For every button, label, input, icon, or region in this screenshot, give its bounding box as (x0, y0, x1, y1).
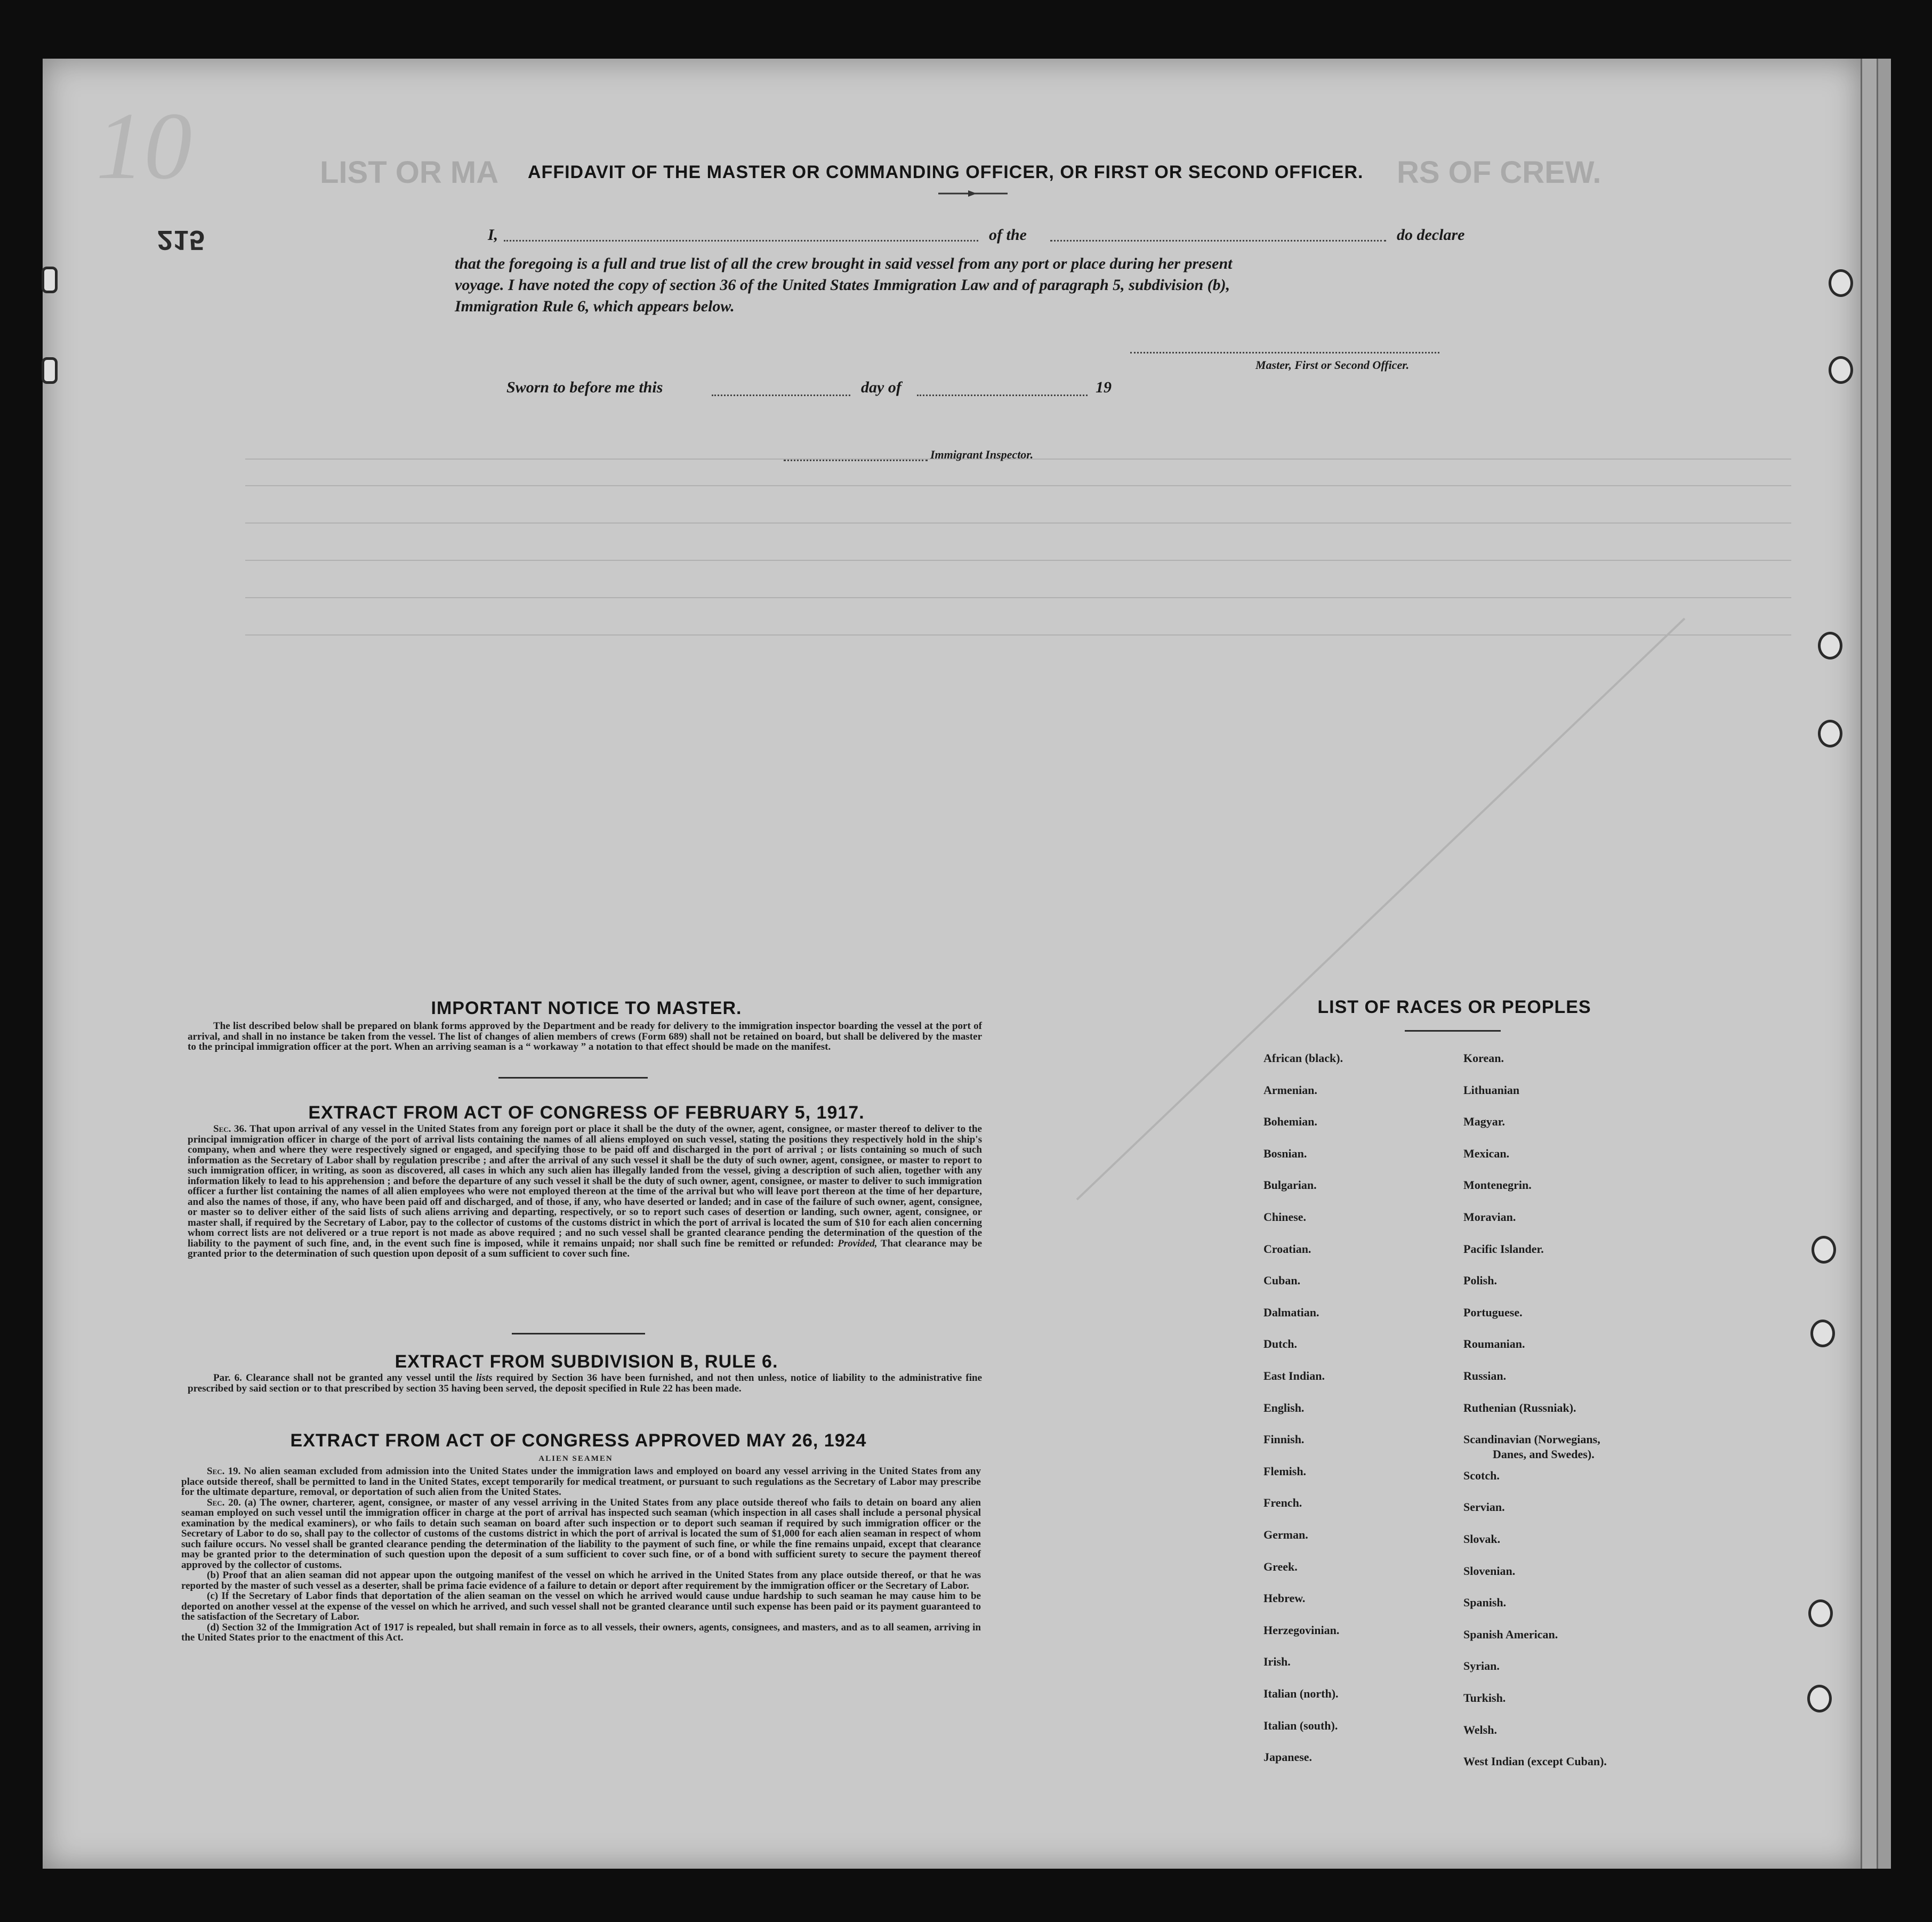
race-item: Magyar. (1463, 1115, 1506, 1129)
race-item: English. (1263, 1401, 1305, 1414)
extract-1924-subtitle: ALIEN SEAMEN (538, 1454, 613, 1463)
affidavit-line-3: voyage. I have noted the copy of section 36 of the United States Immigration Law and of paragraph 5, subdivision (b), (455, 276, 1230, 294)
race-item: Armenian. (1263, 1083, 1317, 1097)
race-item: African (black). (1263, 1051, 1343, 1065)
race-item: West Indian (except Cuban). (1463, 1755, 1607, 1768)
sworn-month-field[interactable] (917, 395, 1088, 396)
officer-signature-field[interactable] (1130, 352, 1439, 353)
extract-rule6-title: EXTRACT FROM SUBDIVISION B, RULE 6. (395, 1352, 778, 1372)
sec-20a-text: (a) The owner, charterer, agent, consignee, or master of any vessel arriving in the United States from any place outside thereof who fails to detain on board any alien seaman employed on such vessel until the immigration officer in charge at the port of arrival has inspected such seaman (which inspection in all cases shall include a personal physical examination by the medical examiners), or who fails to detain such seaman on board after such inspection or to deport such seaman if required by such immigration officer or the Secretary of Labor to do so, shall pay to the collector of customs of the customs district in which the port of arrival is located the sum of $1,000 for each alien seaman in respect of whom such failure occurs. No vessel shall be granted clearance pending the determination of the liability to the payment of such fine, or while the fine remains unpaid, except that clearance may be granted prior to the determination of such question upon the deposit of a sum sufficient to cover such fine, or of a bond with sufficient surety to secure the payment thereof approved by the collector of customs. (181, 1497, 981, 1571)
race-item: Scandinavian (Norwegians, (1463, 1433, 1600, 1446)
inspector-caption: Immigrant Inspector. (930, 448, 1034, 461)
section-36-text: That upon arrival of any vessel in the United States from any foreign port or place it shall be the duty of the owner, agent, consignee, or master thereof to deliver to the principal immigration officer in charge of the port of arrival lists containing the names of all aliens employed on such vessel, stating the positions they respectively hold in the ship's company, when and where they were respectively signed or engaged, and specifying those to be paid off and discharged in the port of arrival ; or lists containing so much of such information as the Secretary of Labor shall by regulation prescribe ; and after the arrival of any such vessel it shall be the duty of such owner, agent, consignee, or master to report to such immigration officer, in writing, as soon as discovered, all cases in which any such alien has illegally landed from the vessel, giving a description of such alien, together with any information likely to lead to his apprehension ; and before the departure of any such vessel it shall be the duty of such owner, agent, consignee, or master to deliver to such immigration officer a further list containing the names of all alien employees who were not employed thereon at the time of the arrival but who will leave port thereon at the time of her departure, and also the names of those, if any, who have been paid off and discharged, and of those, if any, who have deserted or landed; and in case of the failure of such owner, agent, consignee, or master so to deliver either of the said lists of such aliens arriving and departing, respectively, or so to report such cases of desertion or landing, such owner, agent, consignee, or master shall, if required by the Secretary of Labor, pay to the collector of customs of the customs district in which the port of arrival is located the sum of $10 for each alien concerning whom correct lists are not delivered or a true report is not made as above required ; and no such vessel shall be granted clearance pending the determination of the question of the liability to the payment of such fine, and, in the event such fine is imposed, while it remains unpaid; nor shall such fine be remitted or refunded: (188, 1123, 982, 1249)
notice-title: IMPORTANT NOTICE TO MASTER. (431, 998, 742, 1018)
title-ornament (938, 189, 1008, 198)
extract-1917-paragraph (188, 1124, 982, 1259)
affidavit-line-4: Immigration Rule 6, which appears below. (455, 297, 735, 315)
race-item: Japanese. (1263, 1750, 1313, 1764)
race-item: Mexican. (1463, 1146, 1510, 1160)
race-item: Roumanian. (1463, 1337, 1525, 1351)
race-item: Polish. (1463, 1274, 1497, 1288)
race-item: Irish. (1263, 1655, 1291, 1669)
race-item: Croatian. (1263, 1242, 1311, 1256)
race-item: Bulgarian. (1263, 1178, 1317, 1192)
page-number: 215 (157, 224, 205, 255)
sec-19-text: No alien seaman excluded from admission into the United States under the immigration laws and employed on board any vessel arriving in the United States from any place outside thereof, shall be permitted to land in the United States, except temporarily for medical treatment, or pursuant to such regulations as the Secretary of Labor may prescribe for the ultimate departure, removal, or deportation of such alien from the United States. (181, 1466, 981, 1498)
sworn-day-field[interactable] (712, 395, 850, 396)
race-item: Lithuanian (1463, 1083, 1520, 1097)
race-item: Korean. (1463, 1051, 1504, 1065)
sworn-prefix: Sworn to before me this (506, 379, 663, 396)
race-item: Spanish American. (1463, 1627, 1558, 1641)
background-form-title-left: LIST OR MA (320, 155, 499, 190)
vessel-name-field[interactable] (1050, 240, 1386, 242)
section-label: Sec. 36. (213, 1123, 247, 1135)
sec-20c-paragraph: (c) If the Secretary of Labor finds that deportation of the alien seaman on the vessel on which he arrived would cause undue hardship to such seaman he may cause him to be deported on another vessel at the expense of the vessel on which he arrived, and such vessel shall not be granted clearance until such expense has been paid or its payment guaranteed to the satisfaction of the Secretary of Labor. (181, 1590, 981, 1622)
race-item: Russian. (1463, 1369, 1507, 1382)
race-item: Bosnian. (1263, 1146, 1307, 1160)
sec-20-label: Sec. 20. (207, 1497, 241, 1508)
race-item: Cuban. (1263, 1274, 1301, 1288)
provided-word: Provided, (838, 1237, 878, 1249)
race-item: Montenegrin. (1463, 1178, 1532, 1192)
par-label: Par. 6. (213, 1372, 242, 1384)
declarant-name-field[interactable] (504, 240, 978, 242)
affidavit-line-2: that the foregoing is a full and true list of all the crew brought in said vessel from any port or place during her present (455, 255, 1233, 272)
extract-1917-text (188, 1124, 982, 1259)
extract-rule6-text (188, 1373, 982, 1394)
race-item: Herzegovinian. (1263, 1623, 1340, 1637)
race-item: Servian. (1463, 1500, 1505, 1514)
sec-20a-paragraph (181, 1498, 981, 1571)
sec-20d-paragraph: (d) Section 32 of the Immigration Act of 1917 is repealed, but shall remain in force as to all vessels, their owners, agents, consignees, and masters, and as to all seamen, arriving in the United States prior to the enactment of this Act. (181, 1621, 981, 1643)
race-item: Ruthenian (Russniak). (1463, 1401, 1576, 1414)
inspector-signature-field[interactable] (784, 460, 928, 461)
declarant-prefix: I, (488, 226, 498, 244)
section-divider (498, 1077, 648, 1079)
race-item: Pacific Islander. (1463, 1242, 1544, 1256)
signature-caption: Master, First or Second Officer. (1255, 358, 1410, 372)
race-item: Scotch. (1463, 1468, 1500, 1482)
sec-19-label: Sec. 19. (207, 1466, 241, 1477)
race-item: Greek. (1263, 1559, 1298, 1573)
sec-19-paragraph (181, 1466, 981, 1498)
race-item: Slovenian. (1463, 1564, 1516, 1578)
declarant-suffix: do declare (1397, 226, 1465, 244)
race-item: Italian (north). (1263, 1687, 1339, 1700)
notice-paragraph: The list described below shall be prepared on blank forms approved by the Department and be ready for delivery to the immigration inspector boarding the vessel at the port of arrival, and shall in no instance be taken from the vessel. The list of changes of alien members of crews (Form 689) shall not be retained on board, but shall be delivered by the master to the principal immigration officer at the port. When an arriving seaman is a “ workaway ” a notation to that effect should be made on the manifest. (188, 1020, 982, 1052)
sec-20b-paragraph: (b) Proof that an alien seaman did not appear upon the outgoing manifest of the vessel on which he arrived in the United States from any place outside thereof, or that he was reported by the master of such vessel as a deserter, shall be prima facie evidence of a failure to detain or deport after requirement by the immigration officer or the Secretary of Labor. (181, 1570, 981, 1591)
extract-1924-title: EXTRACT FROM ACT OF CONGRESS APPROVED MAY 26, 1924 (290, 1430, 867, 1451)
race-item: Finnish. (1263, 1433, 1305, 1446)
race-item: Danes, and Swedes). (1493, 1447, 1595, 1461)
race-item: Syrian. (1463, 1659, 1500, 1673)
race-item: Chinese. (1263, 1210, 1307, 1224)
race-item: Slovak. (1463, 1532, 1501, 1546)
extract-rule6-paragraph (188, 1373, 982, 1394)
sworn-day-of: day of (861, 379, 901, 396)
extract-1924-text (181, 1466, 981, 1643)
race-item: Dutch. (1263, 1337, 1297, 1351)
race-item: Welsh. (1463, 1723, 1497, 1736)
section-divider (512, 1333, 645, 1334)
race-item: Italian (south). (1263, 1718, 1338, 1732)
notice-text (188, 1021, 982, 1052)
extract-1917-title: EXTRACT FROM ACT OF CONGRESS OF FEBRUARY 5, 1917. (308, 1103, 865, 1123)
background-form-title-right: RS OF CREW. (1397, 155, 1601, 190)
race-item: Moravian. (1463, 1210, 1516, 1224)
race-item: Spanish. (1463, 1596, 1507, 1610)
races-title-rule (1405, 1030, 1501, 1032)
races-title: LIST OF RACES OR PEOPLES (1317, 997, 1591, 1017)
provided-text: That clearance may be granted prior to the determination of such question upon deposit of a sum sufficient to cover such fine. (188, 1237, 983, 1259)
race-item: Hebrew. (1263, 1591, 1306, 1605)
rule6-text-after: required by Section 36 have been furnished, and not then unless, notice of liability to the administrative fine prescribed by said section or to that prescribed by section 35 having been served, the deposit specified in Rule 22 has been made. (188, 1372, 983, 1394)
race-item: Dalmatian. (1263, 1305, 1319, 1319)
race-item: French. (1263, 1496, 1302, 1510)
declarant-of-the: of the (989, 226, 1027, 244)
race-item: German. (1263, 1528, 1308, 1541)
sworn-year: 19 (1096, 379, 1112, 396)
race-item: Portuguese. (1463, 1305, 1523, 1319)
race-item: Bohemian. (1263, 1115, 1317, 1129)
affidavit-title: AFFIDAVIT OF THE MASTER OR COMMANDING OFFICER, OR FIRST OR SECOND OFFICER. (528, 162, 1364, 182)
race-item: East Indian. (1263, 1369, 1325, 1382)
rule6-text-before: Clearance shall not be granted any vessel until the (245, 1372, 472, 1384)
race-item: Flemish. (1263, 1464, 1307, 1478)
handwritten-mark: 10 (96, 93, 192, 199)
rule6-lists-word: lists (476, 1372, 493, 1384)
race-item: Turkish. (1463, 1691, 1506, 1704)
